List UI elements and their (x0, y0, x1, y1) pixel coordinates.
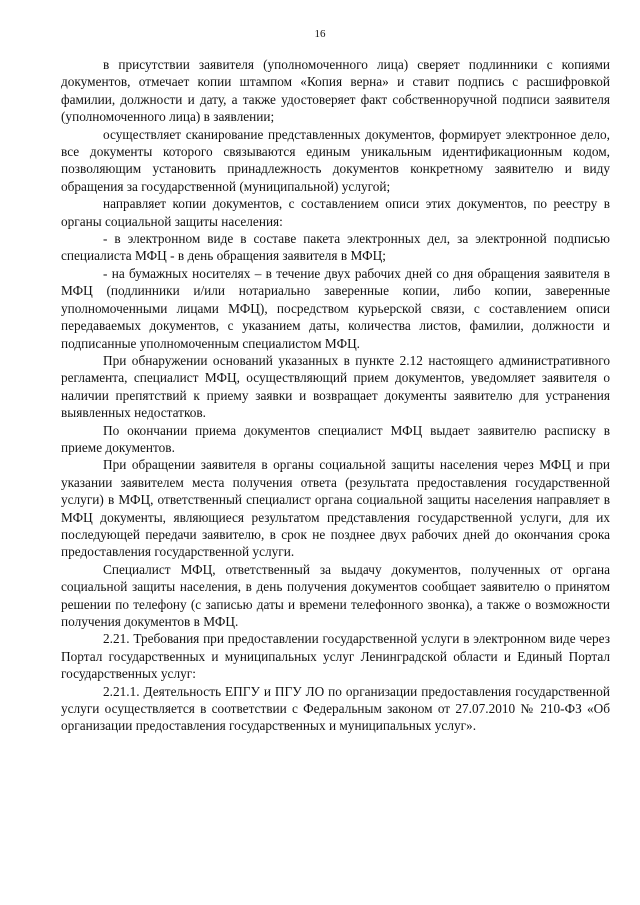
paragraph: 2.21. Требования при предоставлении государственной услуги в электронном виде через Портал государственных и муниципальных услуг Ленинградской области и Единый Портал государственных услуг: (61, 631, 610, 682)
paragraph: При обращении заявителя в органы социальной защиты населения через МФЦ и при указании заявителем места получения ответа (результата предоставления государственной услуги) в МФЦ, ответственный специалист органа социальной защиты населения направляет в МФЦ документы, являющиеся результатом представления государственной услуги, для их последующей передачи заявителю, в срок не позднее двух рабочих дней до окончания срока предоставления государственной услуги. (61, 457, 610, 560)
paragraph: - в электронном виде в составе пакета электронных дел, за электронной подписью специалиста МФЦ - в день обращения заявителя в МФЦ; (61, 231, 610, 264)
page-number: 16 (314, 28, 326, 40)
paragraph: направляет копии документов, с составлением описи этих документов, по реестру в органы социальной защиты населения: (61, 196, 610, 229)
paragraph: - на бумажных носителях – в течение двух рабочих дней со дня обращения заявителя в МФЦ (подлинники и/или нотариально заверенные копии, либо копии, заверенные уполномоченными лицами МФЦ), посредством курьерской связи, с составлением описи передаваемых документов, с указанием даты, количества листов, фамилии, должности и подписанные уполномоченным специалистом МФЦ. (61, 265, 610, 351)
paragraph: При обнаружении оснований указанных в пункте 2.12 настоящего административного регламента, специалист МФЦ, осуществляющий прием документов, уведомляет заявителя о наличии препятствий к приему заявки и возвращает документы заявителю для устранения выявленных недостатков. (61, 352, 610, 421)
paragraph: По окончании приема документов специалист МФЦ выдает заявителю расписку в приеме документов. (61, 422, 610, 455)
paragraph: Специалист МФЦ, ответственный за выдачу документов, полученных от органа социальной защиты населения, в день получения документов сообщает заявителю о принятом решении по телефону (с записью даты и времени телефонного звонка), а также о возможности получения документов в МФЦ. (61, 561, 610, 629)
document-body (61, 56, 610, 735)
paragraph: 2.21.1. Деятельность ЕПГУ и ПГУ ЛО по организации предоставления государственной услуги осуществляется в соответствии с Федеральным законом от 27.07.2010 № 210-ФЗ «Об организации предоставления государственных и муниципальных услуг». (61, 683, 610, 734)
paragraph: в присутствии заявителя (уполномоченного лица) сверяет подлинники с копиями документов, отмечает копии штампом «Копия верна» и ставит подпись с расшифровкой фамилии, должности и дату, а также удостоверяет факт собственноручной подписи заявителя (уполномоченного лица) в заявлении; (61, 57, 610, 125)
paragraph: осуществляет сканирование представленных документов, формирует электронное дело, все документы которого связываются единым уникальным идентификационным кодом, позволяющим установить принадлежность документов конкретному заявителю и виду обращения за государственной (муниципальной) услугой; (61, 126, 610, 194)
